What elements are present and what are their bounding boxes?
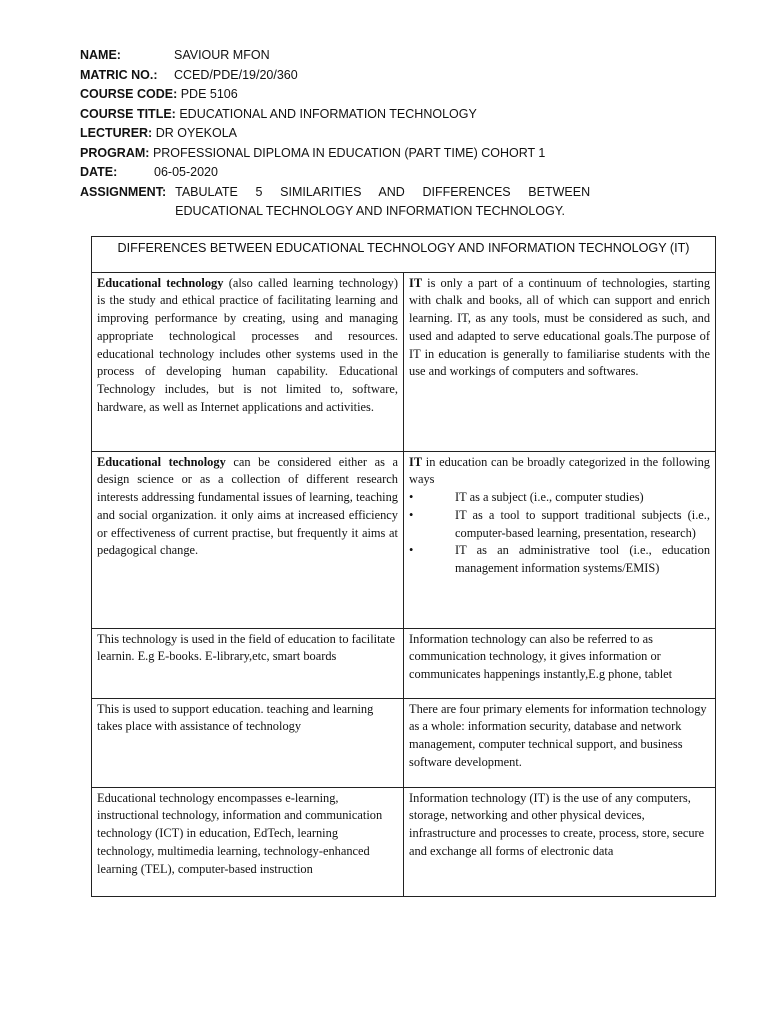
cell-term: Educational technology [97, 454, 226, 469]
lecturer-value: DR OYEKOLA [155, 126, 237, 140]
cell-text: (also called learning technology) is the study and ethical practice of facilitating learning and improving performance by creating, using and managing appropriate technological processes and resources. educational technology includes other systems used in the process of developing human capability. Educational Technology includes, but is not limited to, software, hardware, as well as Internet applications and activities. [97, 275, 398, 415]
cell-text: Information technology can also be referred to as communication technology, it gives information or communicates happenings instantly,E.g phone, tablet [409, 631, 673, 682]
table-cell-right [404, 628, 716, 698]
name-label: NAME: [80, 48, 121, 62]
differences-table [91, 236, 716, 897]
list-item [409, 507, 710, 543]
cell-text: is only a part of a continuum of technologies, starting with chalk and books, all of which can support and enrich learning. IT, as any tools, must be considered as such, and used and adapted to serve educational goals.The purpose of IT in education is generally to familiarise students with the use and workings of computers and softwares. [409, 275, 711, 379]
assignment-row [80, 183, 720, 222]
bullet-icon: • [409, 543, 414, 558]
list-item-text: IT as a subject (i.e., computer studies) [455, 490, 644, 505]
table-cell-right [404, 698, 716, 787]
lecturer-row [80, 124, 720, 144]
table-cell-left [92, 272, 404, 451]
table-cell-left [92, 787, 404, 896]
cell-text: Information technology (IT) is the use of any computers, storage, networking and other physical devices, infrastructure and processes to create, process, store, secure and exchange all forms of electronic data [409, 790, 705, 858]
table-row [92, 698, 716, 787]
date-row [80, 163, 720, 183]
bullet-icon: • [409, 507, 414, 522]
course-code-label: COURSE CODE: [80, 87, 178, 101]
matric-value: CCED/PDE/19/20/360 [174, 67, 298, 82]
name-value: SAVIOUR MFON [174, 48, 270, 62]
list-item [409, 542, 710, 578]
cell-text: Educational technology encompasses e-learning, instructional technology, information and communication technology (ICT) in education, EdTech, learning technology, multimedia learning, technology-enhanced learning (TEL), computer-based instruction [97, 790, 383, 876]
list-item-text: IT as an administrative tool (i.e., education management information systems/EMIS) [455, 543, 711, 576]
cell-term: IT [409, 275, 423, 290]
lecturer-label: LECTURER: [80, 126, 153, 140]
cell-text: This is used to support education. teaching and learning takes place with assistance of technology [97, 701, 374, 734]
cell-text: can be considered either as a design science or as a collection of different research interests addressing fundamental issues of learning, teaching and social organization. it only aims at increased efficiency or effectiveness of current practise, but frequently it aims at pedagogical change. [97, 454, 398, 558]
program-label: PROGRAM: [80, 145, 150, 160]
table-title-row [92, 237, 716, 273]
course-title-value: EDUCATIONAL AND INFORMATION TECHNOLOGY [179, 106, 477, 121]
cell-term: Educational technology [97, 275, 224, 290]
table-title: DIFFERENCES BETWEEN EDUCATIONAL TECHNOLOGY AND INFORMATION TECHNOLOGY (IT) [92, 237, 716, 273]
date-value: 06-05-2020 [154, 165, 218, 179]
table-cell-left [92, 451, 404, 628]
table-cell-right [404, 272, 716, 451]
table-row [92, 451, 716, 628]
course-code-value: PDE 5106 [180, 87, 238, 101]
cell-text: in education can be broadly categorized in the following ways [409, 454, 711, 487]
name-row [80, 46, 720, 66]
table-cell-right [404, 787, 716, 896]
matric-row [80, 66, 720, 86]
program-value: PROFESSIONAL DIPLOMA IN EDUCATION (PART TIME) COHORT 1 [152, 145, 546, 160]
program-row [80, 144, 720, 164]
list-item [409, 489, 710, 507]
assignment-value: TABULATE 5 SIMILARITIES AND DIFFERENCES BETWEEN EDUCATIONAL TECHNOLOGY AND INFORMATION TECHNOLOGY. [175, 184, 591, 218]
cell-text: There are four primary elements for information technology as a whole: information security, database and network management, computer technical support, and business software development. [409, 701, 707, 769]
bullet-icon: • [409, 490, 414, 505]
assignment-label: ASSIGNMENT: [80, 184, 167, 199]
table-row [92, 272, 716, 451]
cell-intro [409, 454, 710, 490]
course-title-row [80, 105, 720, 125]
table-row [92, 628, 716, 698]
matric-label: MATRIC NO.: [80, 67, 158, 82]
course-title-label: COURSE TITLE: [80, 106, 176, 121]
assignment-header [80, 46, 720, 222]
list-item-text: IT as a tool to support traditional subjects (i.e., computer-based learning, presentation, research) [455, 507, 711, 540]
table-row [92, 787, 716, 896]
course-code-row [80, 85, 720, 105]
table-cell-left [92, 698, 404, 787]
table-cell-right [404, 451, 716, 628]
date-label: DATE: [80, 165, 118, 179]
cell-term: IT [409, 454, 423, 469]
table-cell-left [92, 628, 404, 698]
cell-text: This technology is used in the field of education to facilitate learnin. E.g E-books. E-library,etc, smart boards [97, 631, 395, 664]
